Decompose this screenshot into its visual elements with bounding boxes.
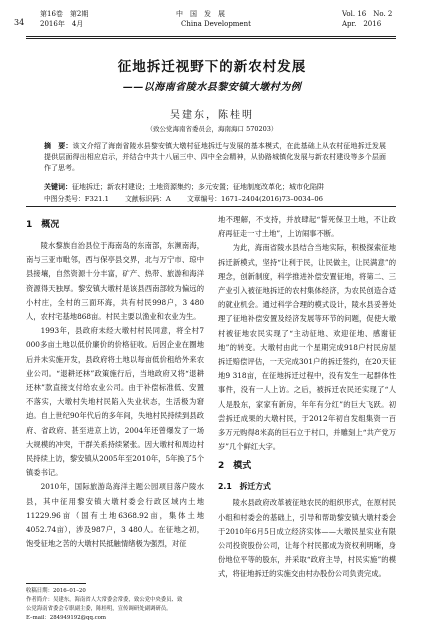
footnote-rule [26, 583, 86, 584]
running-header [0, 9, 424, 35]
page-number: 34 [14, 18, 25, 27]
abstract-text: 该文介绍了海南省陵水县黎安镇大墩村征地拆迁与发展的基本模式，在此基础上从农村征地拆迁发展提供层面得出相应启示，并结合中共十八届三中、四中全会精神，从协路城镇化发展与新农村建设等多个层面作了思考。 [44, 142, 387, 172]
article-number: 文章编号：1671–2404(2016)73–0034–06 [187, 195, 323, 203]
author-bio: 公党海南省委会专职副主委，陈桂明，宣传调研处副调研员。 [26, 606, 172, 612]
contact-email: E–mail：284949192@qq.com [26, 615, 107, 621]
document-code: 文献标识码：A [125, 195, 171, 203]
date-cn: 2016年 4月 [40, 20, 84, 28]
classification-line [44, 194, 386, 204]
paragraph: 2010年，国际旅游岛海洋主题公园项目落户陵水县，其中征用黎安镇大墩村委会行政区域内土地11229.96亩（国有土地6368.92亩，集体土地4052.74亩），涉及987户，3 480人。在征地之初，饱受征地之苦的大墩村民抵触情绪极为强烈，对征 [26, 482, 204, 549]
keywords-text: 征地拆迁；新农村建设；土地资源集约；多元安置；征地制度改革化；城市化陷阱 [72, 183, 324, 191]
date-en: Apr. 2016 [342, 20, 382, 28]
subsection-heading-demolition: 2.1 拆迁方式 [218, 482, 271, 492]
header-rule-thick [26, 36, 396, 37]
section-heading-overview: 1 概况 [26, 220, 60, 230]
clc-number: 中图分类号：F321.1 [44, 195, 109, 203]
article-subtitle: ——以海南省陵水县黎安镇大墩村为例 [122, 82, 302, 93]
footnotes [26, 587, 206, 623]
volume-issue-cn: 第16卷 第2期 [40, 10, 89, 18]
journal-name-cn: 中 国 发 展 [176, 10, 225, 18]
received-date: 收稿日期：2016–01–20 [26, 588, 86, 594]
journal-name-en: China Development [181, 20, 251, 28]
article-title: 征地拆迁视野下的新农村发展 [117, 59, 307, 75]
article-authors: 吴建东，陈桂明 [170, 110, 254, 121]
keywords-label: 关键词： [44, 183, 72, 191]
paragraph: 陵水县政府改革被征地农民的组织形式，在原村民小组和村委会的基础上，引导和帮助黎安镇大墩村委会于2010年6月5日成立经济实体——大墩民星实业有限公司投资股份公司，让每个村民都成为资权利明晰，身份地位平等的股东，并采取“政府主导，村民实施”的模式，将征地拆迁的实施交由村办股份公司负责完成。 [218, 498, 396, 579]
section-heading-model: 2 模式 [218, 461, 252, 472]
right-column [218, 213, 396, 582]
header-rule-thin [26, 38, 396, 39]
paragraph: 陵水黎族自治县位于海南岛的东南部，东濒南海，南与三亚市毗邻，西与保亭县交界，北与万宁市、琼中县接壤，自然资源十分丰富，矿产、热带、旅游和海洋资源得天独厚。黎安镇大墩村是该县西南部较为偏远的小村庄，全村的三面环海，共有村民998户，3 480人，农村宅基地868亩。村民主要以渔业和农业为生。 [26, 241, 204, 322]
paragraph: 1993年，县政府未经大墩村村民同意，将全村7 000多亩土地以低价廉价的价格征收。后因企业在圈地后并未实施开发，县政府将土地以每亩低价租给外来农业公司。“退耕还林”政策施行后，当地政府又将“退耕还林”款直接支付给农业公司。由于补偿标准低、安置不落实，大墩村失地村民陷入失业状态，生活极为窘迫。自上世纪90年代后的多年间，失地村民持续到县政府、省政府、甚至进京上访，2004年还曾爆发了一场大规模的冲突，干群关系持续紧张。因大墩村和周边村民持续上访，黎安镇从2005年至2010年，5年换了5个镇委书记。 [26, 326, 204, 478]
author-affiliation: （致公党海南省委员会，海南海口 570203） [146, 125, 278, 133]
volume-issue-en: Vol. 16 No. 2 [342, 10, 393, 18]
left-column [26, 213, 204, 551]
paragraph: 为此，海南省陵水县结合当地实际，积极探索征地拆迁新模式，坚持“让利于民，让民做主，让民满意”的理念，创新制度，科学推进补偿安置征地，将第二、三产业引入被征地拆迁的农村集体经济，为农民创造合适的就业机会。通过科学合理的模式设计，陵水县妥善处理了征地补偿安置及经济发展等环节的问题，促使大墩村被征地农民实现了“主动征地、欢迎征地、感谢征地”的转变。大墩村由此一个星期完成918户村民房屋拆迁赔偿评估，一天完成301户的拆迁签约，在20天征地9 318亩，在征地拆迁过程中，没有发生一起群体性事件，没有一人上访。之后，被拆迁农民还实现了“人人是股东，家家有新房，年年有分红”的巨大飞跃。初尝拆迁成果的大墩村民，于2012年初自发组集资一百多万元购得8米高的巨石立于村口，并雕刻上“共产党万岁”几个鲜红大字。 [218, 243, 396, 452]
abstract [44, 141, 386, 174]
paragraph: 地不理解，不支持，并放肆起“誓死保卫土地，不让政府再征走一寸土地”，上访闹事不断。 [218, 215, 396, 239]
abstract-rule [26, 206, 396, 207]
author-bio: 作者简介：吴建东，海南省人大常委会常委，致公党中央委员、致 [26, 597, 183, 603]
abstract-label: 摘 要： [44, 142, 73, 150]
keywords [44, 182, 386, 192]
